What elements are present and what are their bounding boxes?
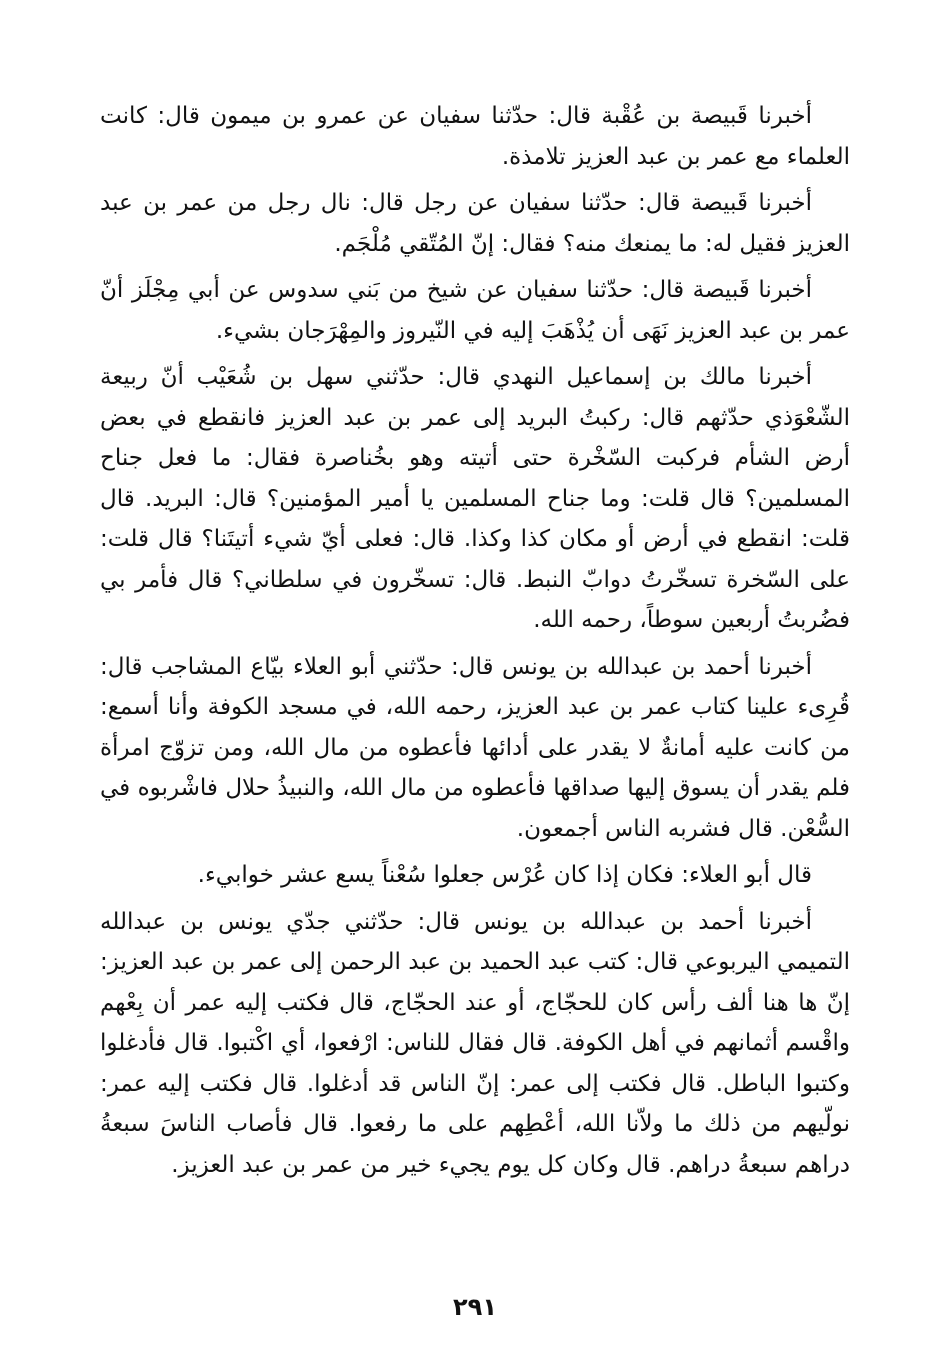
paragraph: أخبرنا أحمد بن عبدالله بن يونس قال: حدّثني أبو العلاء بيّاع المشاجب قال: قُرِىء علينا كتاب عمر بن عبد العزيز، رحمه الله، في مسجد الكوفة وأنا أسمع: من كانت عليه أمانةٌ لا يقدر على أدائها فأعطوه من مال الله، ومن تزوّج امرأة فلم يقدر أن يسوق إليها صداقها فأعطوه من مال الله، والنبيذُ حلال فاشْربوه في السُّعْن. قال فشربه الناس أجمعون. — [100, 653, 850, 842]
paragraph: أخبرنا قَبيصة بن عُقْبة قال: حدّثنا سفيان عن عمرو بن ميمون قال: كانت العلماء مع عمر بن عبد العزيز تلامذة. — [100, 103, 850, 170]
body-text — [100, 96, 850, 1191]
paragraph: أخبرنا قَبيصة قال: حدّثنا سفيان عن شيخ من بَني سدوس عن أبي مِجْلَز أنّ عمر بن عبد العزيز نَهَى أن يُذْهَبَ إليه في النّيروز والمِهْرَجان بشيء. — [100, 277, 850, 344]
paragraph: أخبرنا قَبيصة قال: حدّثنا سفيان عن رجل قال: نال رجل من عمر بن عبد العزيز فقيل له: ما يمنعك منه؟ فقال: إنّ المُتّقي مُلْجَم. — [100, 190, 850, 257]
page-number: ٢٩١ — [453, 1293, 497, 1321]
paragraph: قال أبو العلاء: فكان إذا كان عُرْس جعلوا سُعْناً يسع عشر خوابيء. — [197, 862, 812, 888]
paragraph: أخبرنا مالك بن إسماعيل النهدي قال: حدّثني سهل بن شُعَيْب أنّ ربيعة الشّعْوَذي حدّثهم قال: ركبتُ البريد إلى عمر بن عبد العزيز فانقطع في بعض أرض الشأم فركبت السّخْرة حتى أتيته وهو بخُناصرة فقال: ما فعل جناح المسلمين؟ قال قلت: وما جناح المسلمين يا أمير المؤمنين؟ قال: البريد. قال قلت: انقطع في أرض أو مكان كذا وكذا. قال: فعلى أيّ شيء أتيتَنا؟ قال قلت: على السّخرة تسخّرتُ دوابّ النبط. قال: تسخّرون في سلطاني؟ قال فأمر بي فضُربتُ أربعين سوطاً، رحمه الله. — [100, 364, 850, 633]
paragraph: أخبرنا أحمد بن عبدالله بن يونس قال: حدّثني جدّي يونس بن عبدالله التميمي اليربوعي قال: كتب عبد الحميد بن عبد الرحمن إلى عمر بن عبد العزيز: إنّ ها هنا ألف رأس كان للحجّاج، أو عند الحجّاج، قال فكتب إليه عمر أن بِعْهم واقْسم أثمانهم في أهل الكوفة. قال فقال للناس: ارْفعوا، أي اكْتبوا. قال فأدغلوا وكتبوا الباطل. قال فكتب إلى عمر: إنّ الناس قد أدغلوا. قال فكتب إليه عمر: نولّيهم من ذلك ما ولاّنا الله، أعْطِهم على ما رفعوا. قال فأصاب الناسَ سبعةُ دراهم سبعةُ دراهم. قال وكان كل يوم يجيء خير من عمر بن عبد العزيز. — [100, 908, 850, 1178]
